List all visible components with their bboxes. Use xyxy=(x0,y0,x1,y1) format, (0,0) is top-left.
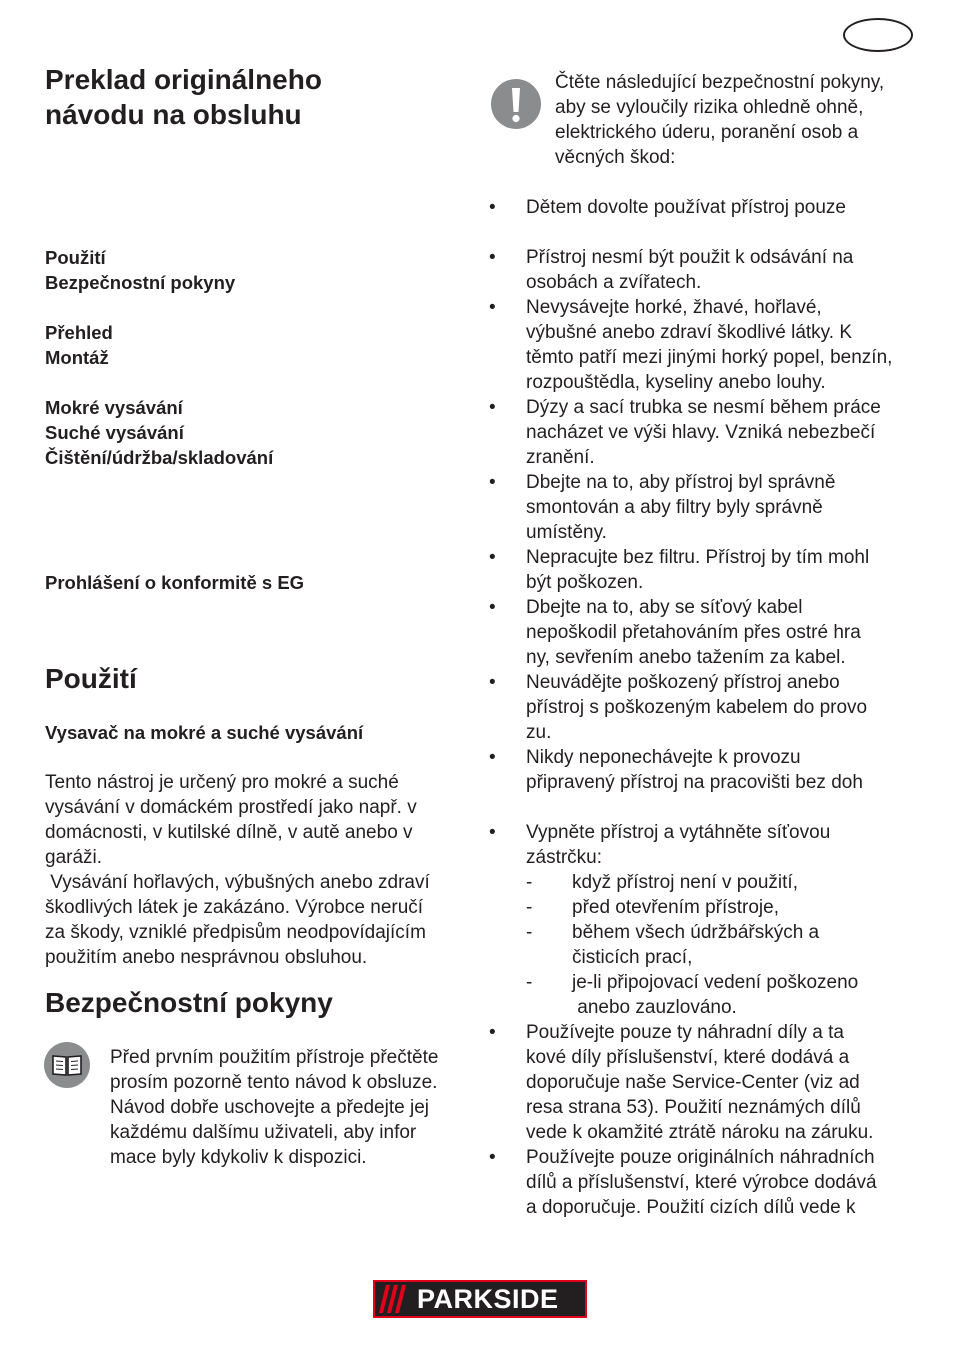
list-item-text: Přístroj nesmí být použit k odsávání na xyxy=(526,247,854,268)
list-item xyxy=(489,570,919,595)
warning-line: věcných škod: xyxy=(555,147,676,168)
usage-heading: Použití xyxy=(45,663,137,694)
toc-item xyxy=(45,520,304,545)
toc-item: Montáž xyxy=(45,347,109,368)
warning-line: aby se vyloučily rizika ohledně ohně, xyxy=(555,97,864,118)
read-manual-line: Před prvním použitím přístroje přečtěte xyxy=(110,1047,439,1068)
list-item-text: Nikdy neponechávejte k provozu xyxy=(526,747,801,768)
list-item xyxy=(489,270,919,295)
toc-item: Přehled xyxy=(45,322,113,343)
read-manual-line: každému dalšímu uživateli, aby infor xyxy=(110,1122,417,1143)
toc-item xyxy=(45,470,304,495)
list-item xyxy=(489,995,919,1020)
list-item-text: kové díly příslušenství, které dodává a xyxy=(526,1047,850,1068)
toc-item xyxy=(45,295,304,320)
list-item xyxy=(489,1020,919,1045)
safety-section xyxy=(45,986,333,1020)
safety-bullet-list xyxy=(489,195,919,1220)
bullet-mark: • xyxy=(489,1147,496,1168)
logo-text: PARKSIDE xyxy=(417,1284,559,1314)
list-item xyxy=(489,1120,919,1145)
toc-item xyxy=(45,545,304,570)
bullet-mark: • xyxy=(489,197,496,218)
list-item xyxy=(489,495,919,520)
list-item xyxy=(489,620,919,645)
bullet-mark: • xyxy=(489,297,496,318)
toc-item: Bezpečnostní pokyny xyxy=(45,272,236,293)
language-badge xyxy=(843,18,913,52)
sub-item-text: během všech údržbářských a xyxy=(572,922,820,943)
list-item xyxy=(489,895,919,920)
list-item xyxy=(489,820,919,845)
list-item-text: doporučuje naše Service-Center (viz ad xyxy=(526,1072,860,1093)
list-item-text: výbušné anebo zdraví škodlivé látky. K xyxy=(526,322,852,343)
sub-item-text: čisticích prací, xyxy=(572,947,693,968)
usage-line: použitím anebo nesprávnou obsluhou. xyxy=(45,947,368,968)
list-item xyxy=(489,845,919,870)
list-item-text: nacházet ve výši hlavy. Vzniká nebezbečí xyxy=(526,422,876,443)
toc-item xyxy=(45,495,304,520)
list-item-text: vede k okamžité ztrátě nároku na záruku. xyxy=(526,1122,874,1143)
list-item-text: Neuvádějte poškozený přístroj anebo xyxy=(526,672,840,693)
bullet-mark: • xyxy=(489,822,496,843)
title-line-1: Preklad originálneho xyxy=(45,64,322,95)
toc-item: Mokré vysávání xyxy=(45,397,183,418)
list-item xyxy=(489,345,919,370)
warning-line: elektrického úderu, poranění osob a xyxy=(555,122,859,143)
usage-text xyxy=(45,770,475,970)
dash-mark: - xyxy=(526,972,533,993)
list-item-text: nepoškodil přetahováním přes ostré hra xyxy=(526,622,861,643)
list-item xyxy=(489,395,919,420)
toc-item: Suché vysávání xyxy=(45,422,184,443)
list-item-text: Používejte pouze originálních náhradních xyxy=(526,1147,875,1168)
list-item xyxy=(489,695,919,720)
usage-section xyxy=(45,662,475,696)
list-item xyxy=(489,1070,919,1095)
list-item-text: Nepracujte bez filtru. Přístroj by tím mohl xyxy=(526,547,870,568)
list-item-text: smontován a aby filtry byly správně xyxy=(526,497,823,518)
list-item xyxy=(489,195,919,220)
list-item xyxy=(489,795,919,820)
title-line-2: návodu na obsluhu xyxy=(45,99,302,130)
list-item xyxy=(489,545,919,570)
list-item xyxy=(489,520,919,545)
sub-item-text: před otevřením přístroje, xyxy=(572,897,779,918)
page-title xyxy=(45,62,322,132)
table-of-contents xyxy=(45,245,304,595)
list-item-text: být poškozen. xyxy=(526,572,644,593)
usage-line: garáži. xyxy=(45,847,103,868)
warning-line: Čtěte následující bezpečnostní pokyny, xyxy=(555,72,885,93)
list-item xyxy=(489,370,919,395)
toc-item: Použití xyxy=(45,247,106,268)
list-item-text: Dětem dovolte používat přístroj pouze xyxy=(526,197,847,218)
toc-item: Prohlášení o konformitě s EG xyxy=(45,572,305,593)
list-item xyxy=(489,1045,919,1070)
bullet-mark: • xyxy=(489,597,496,618)
list-item xyxy=(489,870,919,895)
bullet-mark: • xyxy=(489,547,496,568)
list-item-text: zástrčku: xyxy=(526,847,603,868)
list-item-text: Dýzy a sací trubka se nesmí během práce xyxy=(526,397,881,418)
list-item-text: připravený přístroj na pracovišti bez doh xyxy=(526,772,863,793)
warning-text xyxy=(555,70,925,170)
list-item xyxy=(489,595,919,620)
dash-mark: - xyxy=(526,897,533,918)
list-item xyxy=(489,1095,919,1120)
list-item xyxy=(489,320,919,345)
usage-line: vysávání v domáckém prostředí jako např. v xyxy=(45,797,417,818)
sub-item-text: je-li připojovací vedení poškozeno xyxy=(572,972,859,993)
list-item xyxy=(489,920,919,945)
list-item xyxy=(489,420,919,445)
list-item-text: přístroj s poškozeným kabelem do provo xyxy=(526,697,868,718)
parkside-logo xyxy=(373,1280,587,1318)
list-item-text: osobách a zvířatech. xyxy=(526,272,702,293)
list-item xyxy=(489,945,919,970)
usage-line: domácnosti, v kutilské dílně, v autě anebo v xyxy=(45,822,413,843)
exclamation-icon xyxy=(491,79,541,129)
list-item xyxy=(489,445,919,470)
list-item-text: dílů a příslušenství, které výrobce dodává xyxy=(526,1172,877,1193)
bullet-mark: • xyxy=(489,1022,496,1043)
read-manual-line: Návod dobře uschovejte a předejte jej xyxy=(110,1097,429,1118)
bullet-mark: • xyxy=(489,472,496,493)
safety-heading: Bezpečnostní pokyny xyxy=(45,987,333,1018)
read-manual-line: mace byly kdykoliv k dispozici. xyxy=(110,1147,367,1168)
list-item xyxy=(489,470,919,495)
list-item xyxy=(489,1145,919,1170)
bullet-mark: • xyxy=(489,672,496,693)
list-item xyxy=(489,1195,919,1220)
bullet-mark: • xyxy=(489,247,496,268)
list-item xyxy=(489,220,919,245)
read-manual-line: prosím pozorně tento návod k obsluze. xyxy=(110,1072,438,1093)
usage-subheading: Vysavač na mokré a suché vysávání xyxy=(45,722,364,743)
list-item-text: resa strana 53). Použití neznámých dílů xyxy=(526,1097,861,1118)
toc-item xyxy=(45,370,304,395)
list-item-text: Dbejte na to, aby přístroj byl správně xyxy=(526,472,836,493)
list-item xyxy=(489,745,919,770)
list-item-text: Dbejte na to, aby se síťový kabel xyxy=(526,597,803,618)
list-item xyxy=(489,245,919,270)
list-item-text: Nevysávejte horké, žhavé, hořlavé, xyxy=(526,297,822,318)
list-item-text: Používejte pouze ty náhradní díly a ta xyxy=(526,1022,844,1043)
list-item-text: rozpouštědla, kyseliny anebo louhy. xyxy=(526,372,826,393)
book-icon xyxy=(44,1042,90,1088)
list-item xyxy=(489,970,919,995)
bullet-mark: • xyxy=(489,397,496,418)
dash-mark: - xyxy=(526,872,533,893)
list-item xyxy=(489,645,919,670)
sub-item-text: když přístroj není v použití, xyxy=(572,872,798,893)
bullet-mark: • xyxy=(489,747,496,768)
list-item xyxy=(489,1170,919,1195)
usage-line: škodlivých látek je zakázáno. Výrobce neručí xyxy=(45,897,424,918)
dash-mark: - xyxy=(526,922,533,943)
list-item-text: těmto patří mezi jinými horký popel, benzín, xyxy=(526,347,893,368)
usage-line: Vysávání hořlavých, výbušných anebo zdraví xyxy=(45,872,430,893)
read-manual-text xyxy=(110,1045,470,1170)
list-item-text: zu. xyxy=(526,722,552,743)
list-item-text: zranění. xyxy=(526,447,595,468)
list-item-text: Vypněte přístroj a vytáhněte síťovou xyxy=(526,822,831,843)
list-item-text: a doporučuje. Použití cizích dílů vede k xyxy=(526,1197,856,1218)
list-item xyxy=(489,770,919,795)
usage-line: za škody, vzniklé předpisům neodpovídajícím xyxy=(45,922,426,943)
list-item-text: ny, sevřením anebo tažením za kabel. xyxy=(526,647,846,668)
sub-item-text: anebo zauzlováno. xyxy=(572,997,737,1018)
usage-line: Tento nástroj je určený pro mokré a suché xyxy=(45,772,399,793)
list-item xyxy=(489,670,919,695)
list-item xyxy=(489,720,919,745)
toc-item: Čištění/údržba/skladování xyxy=(45,447,274,468)
list-item-text: umístěny. xyxy=(526,522,607,543)
list-item xyxy=(489,295,919,320)
